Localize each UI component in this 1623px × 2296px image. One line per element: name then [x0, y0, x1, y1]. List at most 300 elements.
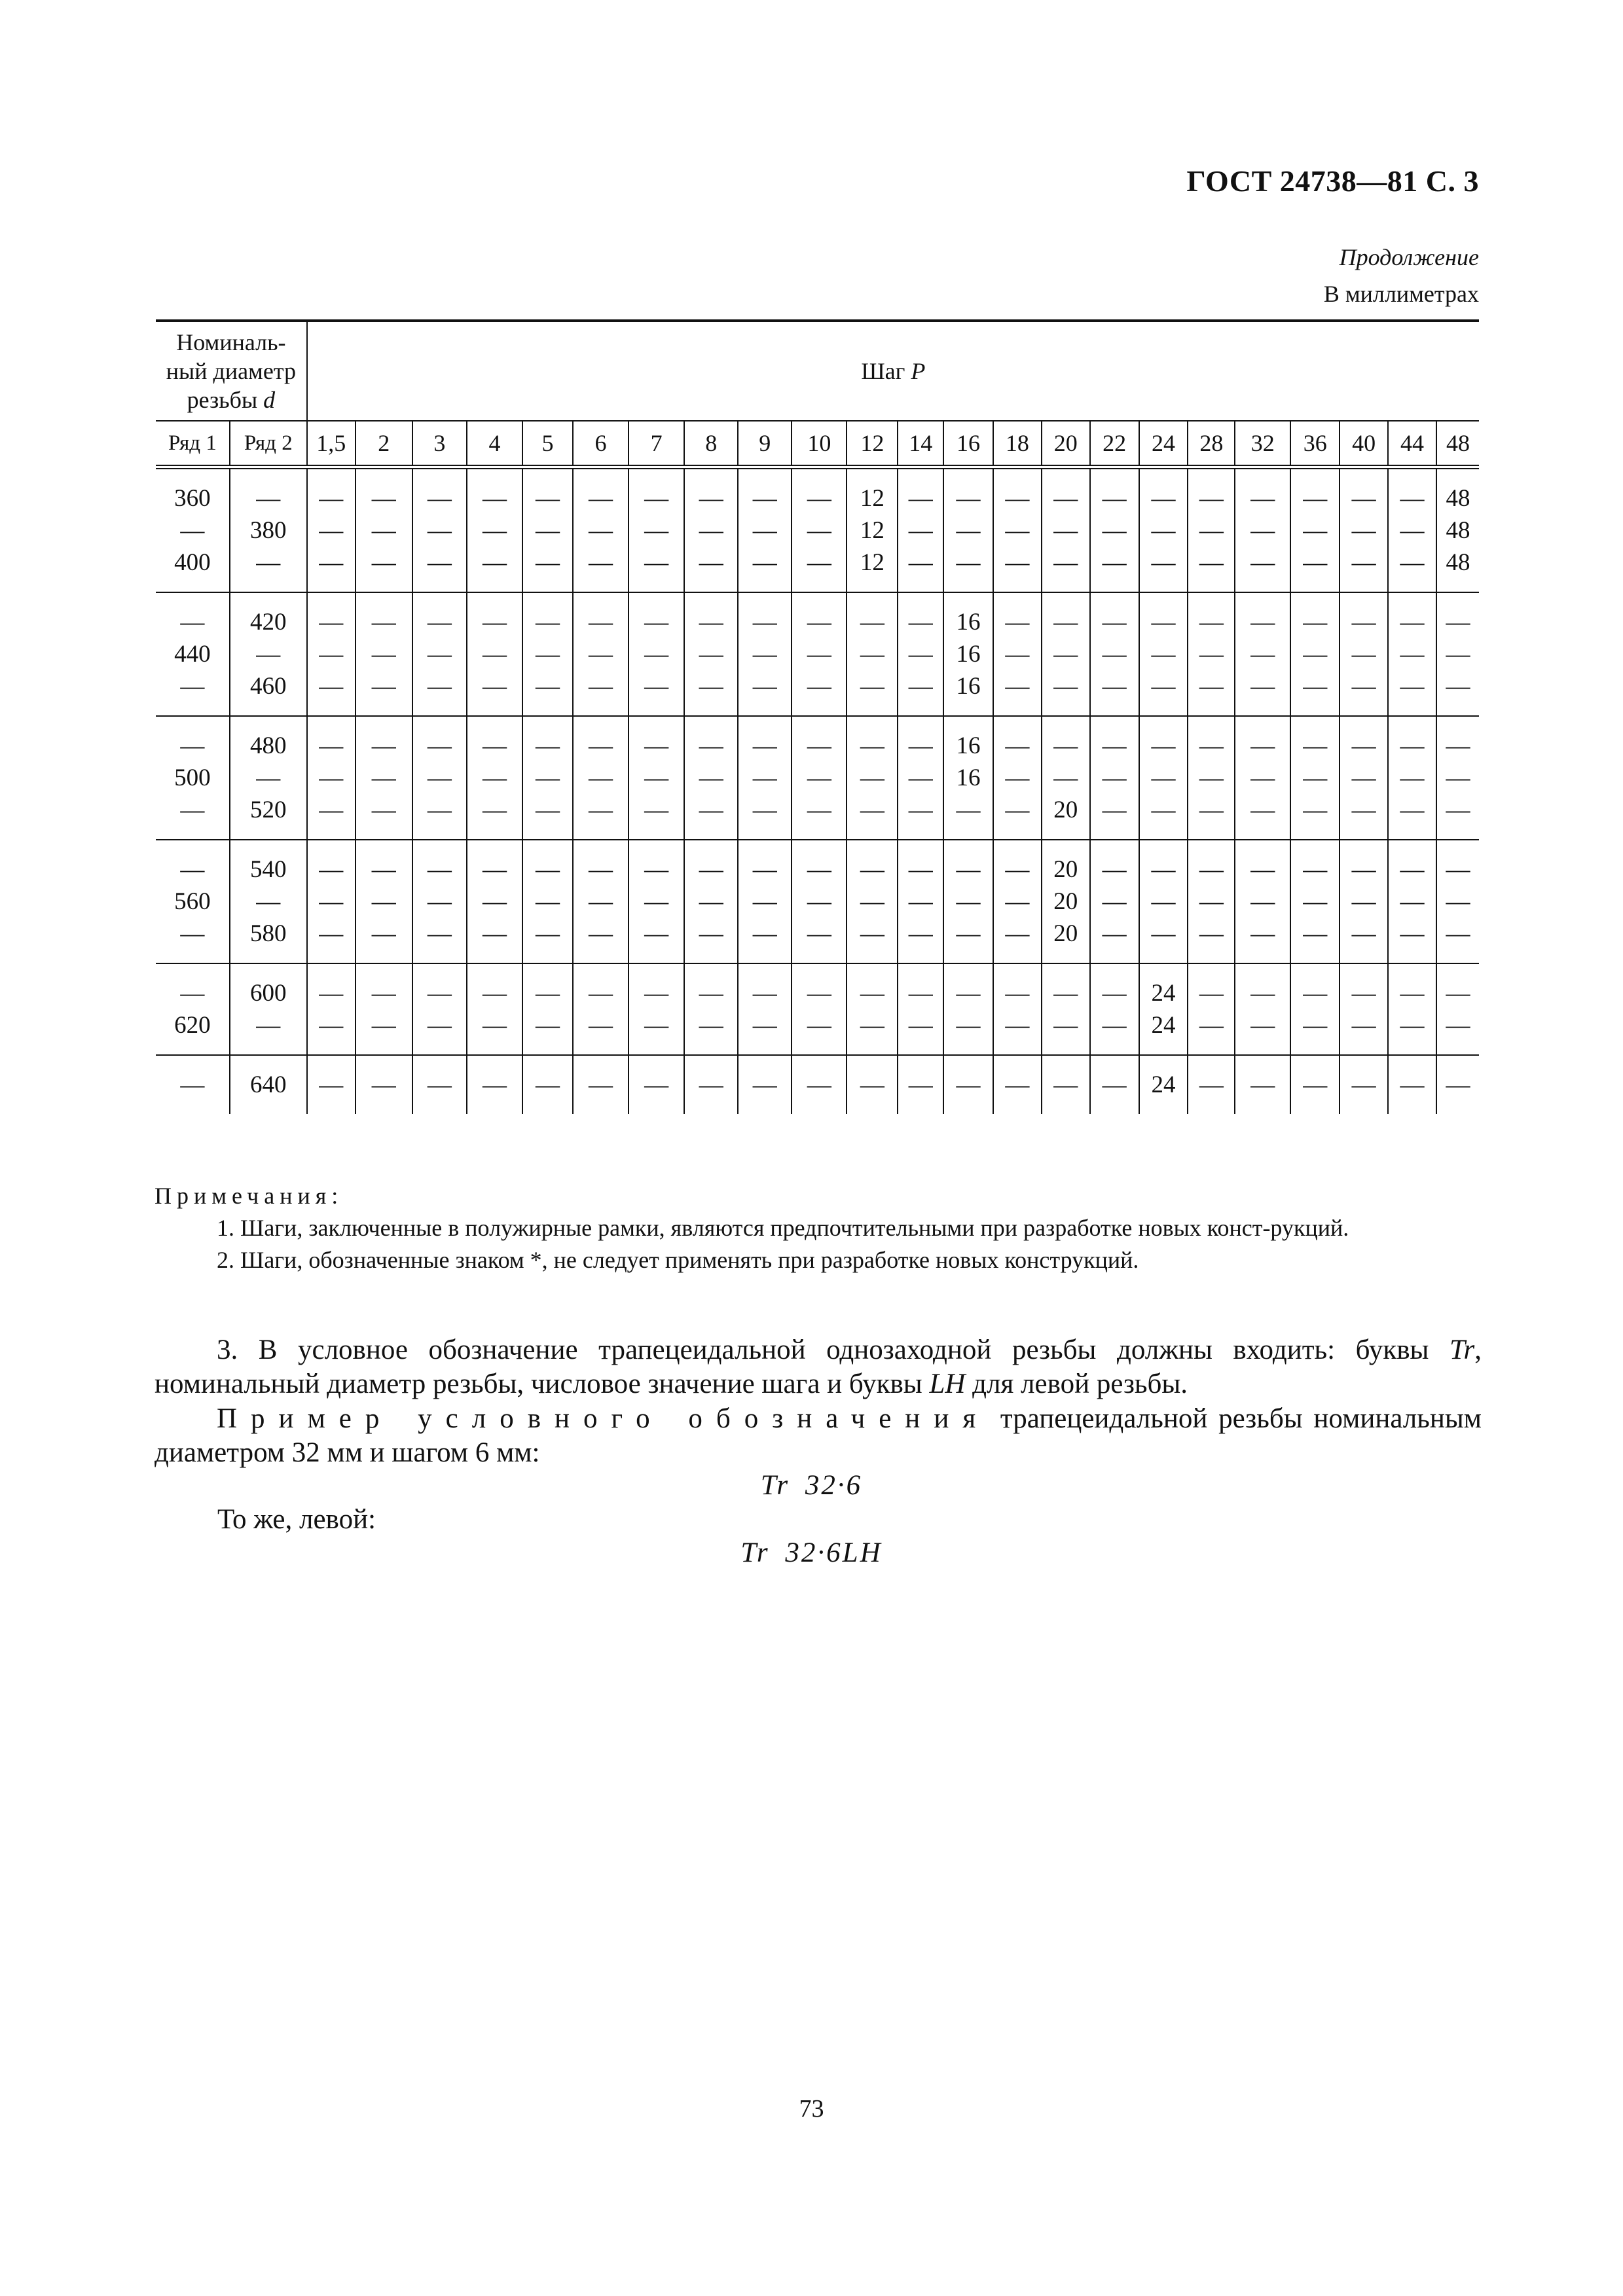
table-cell-value: — [482, 641, 507, 668]
table-cell-value: — [1199, 517, 1224, 544]
row2-diameter-cell [230, 840, 307, 963]
pitch-cell [522, 840, 573, 963]
pitch-cell [1188, 840, 1235, 963]
row1-diameter-cell [156, 1055, 230, 1114]
table-cell-value: — [180, 673, 205, 700]
table-cell-value: — [319, 920, 344, 947]
table-cell-value: — [1053, 732, 1078, 759]
table-cell-value: — [1053, 764, 1078, 791]
paragraph-3-text: 3. В условное обозначение трапецеидальной однозаходной резьбы должны входить: буквы [217, 1335, 1450, 1365]
notes-title: Примечания: [155, 1183, 344, 1209]
pitch-cell [356, 592, 412, 716]
table-cell-value: — [1303, 641, 1328, 668]
row1-diameter-cell [156, 840, 230, 963]
table-cell-value: — [256, 1012, 281, 1039]
table-cell-value: — [908, 609, 933, 636]
table-cell-value: — [807, 856, 831, 883]
pitch-cell [993, 592, 1042, 716]
row1-diameter-cell [156, 963, 230, 1055]
table-cell-value: — [427, 1012, 452, 1039]
table-cell-value: — [1446, 920, 1470, 947]
table-cell-value: — [427, 517, 452, 544]
table-cell-value: — [1446, 1012, 1470, 1039]
table-cell-value: — [699, 920, 723, 947]
table-cell-value: — [427, 1071, 452, 1098]
table-cell-value: — [860, 1012, 884, 1039]
table-cell-value: — [1005, 980, 1030, 1007]
pitch-cell [629, 592, 684, 716]
table-cell-value: — [956, 517, 981, 544]
pitch-cell [467, 592, 522, 716]
table-cell-value: 24 [1151, 1012, 1176, 1039]
table-cell-value: — [371, 764, 396, 791]
table-cell-value: — [1102, 732, 1127, 759]
pitch-cell [307, 840, 356, 963]
table-cell-value: — [1446, 888, 1470, 915]
table-cell-value: — [908, 888, 933, 915]
table-cell-value: — [752, 920, 777, 947]
table-cell-value: — [589, 517, 613, 544]
table-cell-value: — [1303, 1012, 1328, 1039]
table-cell-value: — [1151, 609, 1176, 636]
table-cell-value: — [589, 856, 613, 883]
table-cell-value: — [535, 764, 560, 791]
pitch-cell [1235, 716, 1290, 840]
table-cell-value: — [319, 1071, 344, 1098]
table-cell-value: — [319, 980, 344, 1007]
table-cell-value: — [644, 1071, 669, 1098]
table-cell-value: — [1005, 517, 1030, 544]
table-cell-value: — [535, 1012, 560, 1039]
table-cell-value: — [1400, 485, 1425, 512]
row1-header: Ряд 1 [156, 421, 230, 467]
table-cell-value: — [1446, 764, 1470, 791]
table-cell-value: — [482, 609, 507, 636]
pitch-column-header: 20 [1042, 421, 1090, 467]
table-cell-value: — [1303, 1071, 1328, 1098]
table-cell-value: — [1446, 641, 1470, 668]
table-cell-value: — [1151, 920, 1176, 947]
formula-left-thread: Tr 32·6LH [740, 1537, 883, 1568]
table-cell-value: — [908, 764, 933, 791]
table-cell-value: — [752, 517, 777, 544]
pitch-cell [573, 840, 629, 963]
pitch-cell [1436, 592, 1479, 716]
table-cell-value: — [482, 797, 507, 823]
pitch-cell [943, 592, 993, 716]
table-cell-value: — [1303, 673, 1328, 700]
table-cell-value: — [908, 549, 933, 576]
table-cell-value: 20 [1053, 797, 1078, 823]
pitch-cell [738, 840, 792, 963]
table-cell-value: 620 [174, 1012, 211, 1039]
table-cell-value: — [807, 609, 831, 636]
table-cell-value: — [371, 920, 396, 947]
table-row-group [156, 467, 1479, 593]
table-cell-value: 360 [174, 485, 211, 512]
pitch-cell [1290, 716, 1340, 840]
table-cell-value: — [371, 549, 396, 576]
table-cell-value: — [752, 764, 777, 791]
pitch-cell [847, 840, 898, 963]
table-cell-value: — [427, 549, 452, 576]
table-cell-value: — [1250, 888, 1275, 915]
table-cell-value: 520 [250, 797, 287, 823]
table-cell-value: — [1250, 485, 1275, 512]
table-cell-value: — [1400, 517, 1425, 544]
table-cell-value: 24 [1151, 1071, 1176, 1098]
pitch-cell [1090, 1055, 1139, 1114]
pitch-cell [1436, 1055, 1479, 1114]
pitch-cell [1340, 592, 1388, 716]
pitch-cell [1388, 963, 1436, 1055]
pitch-cell [1090, 467, 1139, 593]
pitch-cell [307, 716, 356, 840]
table-cell-value: — [1199, 1012, 1224, 1039]
pitch-column-header: 14 [898, 421, 943, 467]
table-cell-value: — [589, 549, 613, 576]
pitch-column-header: 7 [629, 421, 684, 467]
pitch-cell [1340, 467, 1388, 593]
pitch-cell [738, 963, 792, 1055]
table-cell-value: — [1303, 888, 1328, 915]
pitch-cell [467, 1055, 522, 1114]
pitch-cell [1235, 592, 1290, 716]
table-cell-value: — [1151, 517, 1176, 544]
pitch-cell [1436, 840, 1479, 963]
table-cell-value: — [1151, 673, 1176, 700]
table-cell-value: — [589, 609, 613, 636]
table-cell-value: — [319, 797, 344, 823]
table-cell-value: — [482, 1071, 507, 1098]
table-cell-value: — [1303, 732, 1328, 759]
table-cell-value: — [319, 888, 344, 915]
table-cell-value: — [1151, 888, 1176, 915]
table-cell-value: — [427, 856, 452, 883]
pitch-cell [1388, 716, 1436, 840]
table-cell-value: — [1250, 1012, 1275, 1039]
table-cell-value: — [644, 888, 669, 915]
table-cell-value: — [908, 673, 933, 700]
pitch-column-header: 9 [738, 421, 792, 467]
table-cell-value: 640 [250, 1071, 287, 1098]
pitch-cell [1188, 1055, 1235, 1114]
pitch-cell [1290, 467, 1340, 593]
table-cell-value: — [1250, 732, 1275, 759]
table-cell-value: — [860, 980, 884, 1007]
table-cell-value: — [807, 764, 831, 791]
pitch-cell [1290, 963, 1340, 1055]
table-cell-value: — [427, 980, 452, 1007]
table-cell-value: — [1351, 920, 1376, 947]
pitch-cell [629, 840, 684, 963]
pitch-cell [898, 467, 943, 593]
pitch-cell [738, 592, 792, 716]
pitch-cell [1090, 716, 1139, 840]
pitch-cell [684, 592, 738, 716]
table-cell-value: — [1053, 980, 1078, 1007]
table-cell-value: — [482, 980, 507, 1007]
table-cell-value: — [1250, 764, 1275, 791]
pitch-cell [1388, 592, 1436, 716]
table-cell-value: — [1102, 888, 1127, 915]
table-cell-value: 16 [956, 641, 981, 668]
table-cell-value: — [752, 888, 777, 915]
pitch-cell [1188, 467, 1235, 593]
table-cell-value: — [699, 980, 723, 1007]
table-cell-value: — [699, 1012, 723, 1039]
table-cell-value: — [644, 1012, 669, 1039]
table-cell-value: — [1102, 764, 1127, 791]
table-cell-value: — [1102, 797, 1127, 823]
table-cell-value: — [1151, 764, 1176, 791]
table-cell-value: 420 [250, 609, 287, 636]
pitch-cell [847, 467, 898, 593]
table-cell-value: — [482, 549, 507, 576]
pitch-cell [1188, 963, 1235, 1055]
table-cell-value: — [807, 1071, 831, 1098]
table-cell-value: — [807, 517, 831, 544]
table-cell-value: — [908, 856, 933, 883]
table-cell-value: 20 [1053, 856, 1078, 883]
table-cell-value: — [589, 485, 613, 512]
table-cell-value: — [256, 549, 281, 576]
diameter-header [156, 321, 307, 421]
pitch-cell [356, 840, 412, 963]
table-cell-value: 16 [956, 732, 981, 759]
table-cell-value: — [908, 641, 933, 668]
table-cell-value: — [1303, 980, 1328, 1007]
table-row-group [156, 716, 1479, 840]
table-cell-value: — [482, 764, 507, 791]
table-cell-value: — [371, 888, 396, 915]
table-cell-value: — [482, 485, 507, 512]
pitch-header [307, 321, 1479, 421]
pitch-column-header: 24 [1139, 421, 1188, 467]
note-item: 1. Шаги, заключенные в полужирные рамки, являются предпочтительными при разработке новых конст-рукций. [217, 1215, 1349, 1241]
pitch-cell [792, 1055, 847, 1114]
table-cell-value: — [1351, 797, 1376, 823]
table-cell-value: — [1400, 764, 1425, 791]
table-cell-value: — [1151, 797, 1176, 823]
table-cell-value: — [908, 1012, 933, 1039]
table-cell-value: — [1351, 1012, 1376, 1039]
pitch-cell [1290, 592, 1340, 716]
paragraph-3-text: , номинальный диаметр резьбы, числовое значение шага и буквы [155, 1335, 1482, 1399]
table-cell-value: — [1005, 856, 1030, 883]
table-cell-value: — [180, 609, 205, 636]
table-cell-value: — [699, 764, 723, 791]
table-cell-value: — [807, 920, 831, 947]
table-cell-value: — [752, 856, 777, 883]
table-cell-value: — [956, 980, 981, 1007]
pitch-cell [847, 963, 898, 1055]
table-cell-value: — [482, 517, 507, 544]
table-cell-value: 48 [1446, 485, 1470, 512]
table-cell-value: 500 [174, 764, 211, 791]
pitch-column-header: 2 [356, 421, 412, 467]
table-cell-value: — [1151, 641, 1176, 668]
table-cell-value: — [1250, 549, 1275, 576]
pitch-cell [1139, 840, 1188, 963]
table-cell-value: — [860, 732, 884, 759]
same-left-label: То же, левой: [217, 1504, 376, 1535]
pitch-symbol: P [911, 358, 926, 384]
table-cell-value: — [1250, 920, 1275, 947]
table-cell-value: — [752, 797, 777, 823]
table-cell-value: — [427, 888, 452, 915]
pitch-cell [1139, 1055, 1188, 1114]
table-cell-value: — [1303, 920, 1328, 947]
pitch-cell [684, 840, 738, 963]
pitch-cell [573, 467, 629, 593]
row1-diameter-cell [156, 592, 230, 716]
table-cell-value: — [371, 732, 396, 759]
pitch-column-header: 3 [412, 421, 467, 467]
table-cell-value: — [482, 856, 507, 883]
pitch-column-header: 22 [1090, 421, 1139, 467]
pitch-cell [1090, 592, 1139, 716]
table-cell-value: — [1053, 517, 1078, 544]
table-cell-value: 12 [860, 485, 884, 512]
table-cell-value: — [1351, 517, 1376, 544]
pitch-cell [1235, 467, 1290, 593]
pitch-cell [1290, 1055, 1340, 1114]
table-cell-value: — [807, 888, 831, 915]
notes-section [155, 1180, 1482, 1276]
table-row-group [156, 840, 1479, 963]
table-cell-value: — [908, 920, 933, 947]
table-cell-value: — [1303, 609, 1328, 636]
table-cell-value: — [1102, 609, 1127, 636]
table-cell-value: — [644, 980, 669, 1007]
table-cell-value: — [535, 920, 560, 947]
pitch-cell [522, 1055, 573, 1114]
pitch-cell [684, 716, 738, 840]
table-cell-value: — [1199, 1071, 1224, 1098]
pitch-cell [412, 716, 467, 840]
table-cell-value: — [699, 609, 723, 636]
table-cell-value: — [1400, 980, 1425, 1007]
table-cell-value: — [1151, 485, 1176, 512]
pitch-cell [792, 467, 847, 593]
table-cell-value: — [256, 641, 281, 668]
pitch-cell [1436, 716, 1479, 840]
table-cell-value: — [699, 549, 723, 576]
pitch-cell [847, 716, 898, 840]
pitch-column-header: 5 [522, 421, 573, 467]
pitch-column-header: 18 [993, 421, 1042, 467]
table-cell-value: — [1351, 609, 1376, 636]
table-cell-value: 48 [1446, 517, 1470, 544]
table-cell-value: — [1351, 732, 1376, 759]
pitch-cell [1139, 963, 1188, 1055]
table-cell-value: — [482, 732, 507, 759]
table-cell-value: — [860, 920, 884, 947]
table-cell-value: — [535, 980, 560, 1007]
table-cell-value: — [1005, 888, 1030, 915]
table-cell-value: — [589, 920, 613, 947]
pitch-column-header: 6 [573, 421, 629, 467]
table-cell-value: — [319, 549, 344, 576]
table-cell-value: — [1351, 641, 1376, 668]
pitch-column-header: 4 [467, 421, 522, 467]
table-cell-value: — [860, 641, 884, 668]
table-cell-value: — [427, 920, 452, 947]
table-cell-value: — [427, 764, 452, 791]
table-cell-value: — [589, 673, 613, 700]
table-cell-value: — [1400, 888, 1425, 915]
pitch-cell [412, 592, 467, 716]
table-cell-value: — [1400, 673, 1425, 700]
note-item: 2. Шаги, обозначенные знаком *, не следует применять при разработке новых конструкций. [217, 1247, 1139, 1273]
pitch-cell [1188, 716, 1235, 840]
table-cell-value: — [589, 1071, 613, 1098]
pitch-column-header: 12 [847, 421, 898, 467]
table-cell-value: 480 [250, 732, 287, 759]
table-cell-value: — [1005, 485, 1030, 512]
table-cell-value: 20 [1053, 888, 1078, 915]
table-cell-value: — [644, 732, 669, 759]
pitch-cell [522, 467, 573, 593]
table-cell-value: — [319, 485, 344, 512]
pitch-column-header: 8 [684, 421, 738, 467]
table-cell-value: — [319, 764, 344, 791]
pitch-cell [1340, 840, 1388, 963]
table-cell-value: — [1102, 517, 1127, 544]
table-cell-value: — [644, 764, 669, 791]
example-paragraph [155, 1402, 1482, 1470]
pitch-cell [1042, 1055, 1090, 1114]
table-cell-value: — [535, 673, 560, 700]
table-cell-value: — [644, 856, 669, 883]
table-cell-value: — [589, 980, 613, 1007]
table-cell-value: — [319, 1012, 344, 1039]
pitch-cell [467, 467, 522, 593]
table-cell-value: — [1102, 980, 1127, 1007]
pitch-cell [467, 963, 522, 1055]
table-cell-value: — [1199, 485, 1224, 512]
thread-pitch-table [156, 319, 1479, 1114]
table-cell-value: — [427, 673, 452, 700]
pitch-header-label: Шаг [861, 358, 905, 384]
table-cell-value: — [535, 888, 560, 915]
table-cell-value: — [752, 673, 777, 700]
table-cell-value: — [535, 609, 560, 636]
table-row-group [156, 1055, 1479, 1114]
pitch-cell [629, 1055, 684, 1114]
table-cell-value: — [807, 1012, 831, 1039]
table-cell-value: 16 [956, 609, 981, 636]
table-cell-value: — [860, 797, 884, 823]
table-cell-value: — [752, 549, 777, 576]
pitch-column-header: 40 [1340, 421, 1388, 467]
pitch-cell [522, 963, 573, 1055]
table-cell-value: — [699, 856, 723, 883]
pitch-cell [792, 716, 847, 840]
table-cell-value: — [1250, 641, 1275, 668]
table-cell-value: — [807, 641, 831, 668]
table-cell-value: — [1005, 609, 1030, 636]
table-cell-value: — [644, 641, 669, 668]
pitch-cell [738, 716, 792, 840]
table-cell-value: — [1400, 641, 1425, 668]
pitch-cell [738, 1055, 792, 1114]
pitch-cell [307, 592, 356, 716]
table-cell-value: — [1151, 732, 1176, 759]
table-cell-value: — [371, 609, 396, 636]
table-cell-value: — [699, 673, 723, 700]
